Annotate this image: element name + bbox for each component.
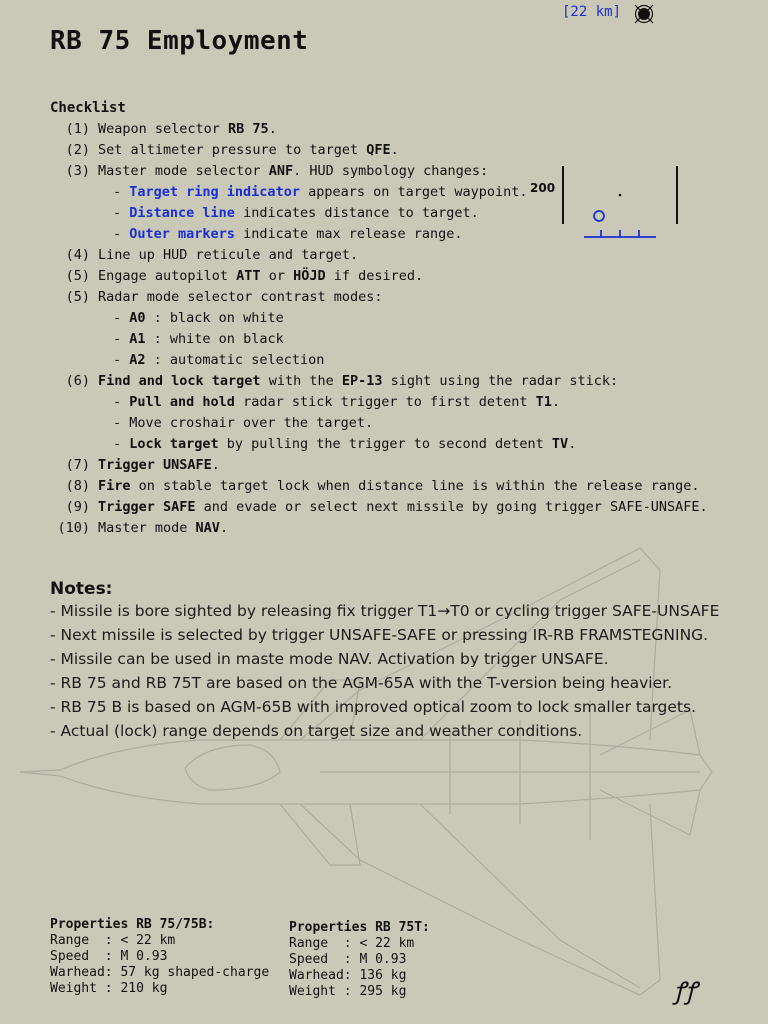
checklist-item bbox=[50, 476, 699, 497]
plain-text: Engage autopilot bbox=[98, 268, 237, 284]
emphasis-text: EP-13 bbox=[341, 373, 383, 389]
property-line: Speed : M 0.93 bbox=[289, 952, 407, 967]
checklist-text bbox=[98, 163, 488, 179]
hud-symbol-term: Distance line bbox=[129, 205, 235, 221]
note-item: - Missile is bore sighted by releasing fix trigger T1→T0 or cycling trigger SAFE-UNSAFE bbox=[50, 602, 720, 620]
plain-text: . bbox=[219, 520, 229, 536]
plain-text: - bbox=[113, 226, 130, 242]
plain-text: indicate max release range. bbox=[234, 226, 463, 242]
checklist-subitem bbox=[50, 413, 373, 434]
checklist-text bbox=[98, 331, 284, 347]
emphasis-text: Fire bbox=[98, 478, 131, 494]
emphasis-text: ANF bbox=[268, 163, 294, 179]
plain-text: . bbox=[551, 394, 561, 410]
property-line: Range : < 22 km bbox=[50, 933, 176, 948]
plain-text: - bbox=[113, 352, 130, 368]
checklist-text bbox=[98, 184, 528, 200]
checklist-item bbox=[50, 287, 382, 308]
properties-block bbox=[289, 920, 430, 1000]
plain-text: Master mode bbox=[98, 520, 196, 536]
checklist-subitem bbox=[50, 308, 284, 329]
property-line: Weight : 295 kg bbox=[289, 984, 407, 999]
note-item: - Next missile is selected by trigger UNSAFE-SAFE or pressing IR-RB FRAMSTEGNING. bbox=[50, 626, 709, 644]
checklist-subitem bbox=[50, 224, 463, 245]
checklist-text bbox=[98, 520, 228, 536]
plain-text: radar stick trigger to first detent bbox=[234, 394, 536, 410]
plain-text: : automatic selection bbox=[145, 352, 325, 368]
hud-symbol-term: Outer markers bbox=[129, 226, 235, 242]
checklist-text bbox=[98, 394, 560, 410]
checklist-step-number: (1) bbox=[65, 121, 90, 137]
checklist-text bbox=[98, 289, 382, 305]
checklist-subitem bbox=[50, 203, 479, 224]
emphasis-text: QFE bbox=[366, 142, 391, 158]
emphasis-text: NAV bbox=[195, 520, 220, 536]
emphasis-text: Pull and hold bbox=[129, 394, 235, 410]
emphasis-text: A2 bbox=[129, 352, 146, 368]
plain-text: by pulling the trigger to second detent bbox=[218, 436, 552, 452]
checklist-subitem bbox=[50, 329, 284, 350]
plain-text: Set altimeter pressure to target bbox=[98, 142, 367, 158]
checklist-text bbox=[98, 415, 373, 431]
emphasis-text: ATT bbox=[236, 268, 261, 284]
emphasis-text: A0 bbox=[129, 310, 146, 326]
emphasis-text: A1 bbox=[129, 331, 146, 347]
checklist-text bbox=[98, 436, 576, 452]
plain-text: - bbox=[113, 436, 130, 452]
checklist-step-number: (3) bbox=[65, 163, 90, 179]
checklist-item bbox=[50, 497, 708, 518]
checklist-text bbox=[98, 205, 479, 221]
checklist-text bbox=[98, 121, 277, 137]
emphasis-text: Find and lock target bbox=[98, 373, 261, 389]
plain-text: Weapon selector bbox=[98, 121, 229, 137]
author-signature: ꝭꝭ bbox=[674, 977, 697, 1005]
emphasis-text: RB 75 bbox=[228, 121, 269, 137]
plain-text: . bbox=[568, 436, 577, 452]
checklist-text bbox=[98, 142, 399, 158]
checklist-subitem bbox=[50, 392, 560, 413]
checklist-text bbox=[98, 247, 358, 263]
checklist-text bbox=[98, 373, 618, 389]
checklist-item bbox=[50, 161, 488, 182]
checklist-item bbox=[50, 140, 399, 161]
plain-text: : white on black bbox=[145, 331, 284, 347]
properties-block bbox=[50, 917, 269, 997]
checklist-text bbox=[98, 352, 324, 368]
checklist-text bbox=[98, 478, 699, 494]
checklist-item bbox=[50, 119, 277, 140]
plain-text: - Move croshair over the target. bbox=[113, 415, 374, 431]
notes-heading: Notes: bbox=[50, 579, 113, 599]
checklist-step-number: (5) bbox=[65, 268, 90, 284]
checklist-item bbox=[50, 518, 228, 539]
plain-text: . bbox=[390, 142, 399, 158]
checklist-item bbox=[50, 455, 220, 476]
checklist-text bbox=[98, 310, 284, 326]
property-line: Warhead: 136 kg bbox=[289, 968, 407, 983]
checklist-subitem bbox=[50, 182, 528, 203]
plain-text: - bbox=[113, 331, 130, 347]
plain-text: with the bbox=[260, 373, 342, 389]
plain-text: . HUD symbology changes: bbox=[293, 163, 489, 179]
checklist-step-number: (2) bbox=[65, 142, 90, 158]
plain-text: - bbox=[113, 310, 130, 326]
checklist-subitem bbox=[50, 350, 324, 371]
plain-text: - bbox=[113, 184, 130, 200]
emphasis-text: TV bbox=[551, 436, 569, 452]
checklist-text bbox=[98, 226, 463, 242]
target-lock-icon[interactable] bbox=[634, 4, 654, 24]
plain-text: appears on target waypoint. bbox=[299, 184, 528, 200]
plain-text: or bbox=[260, 268, 294, 284]
plain-text: sight using the radar stick: bbox=[382, 373, 619, 389]
hud-aim-dot bbox=[619, 194, 622, 197]
checklist-item bbox=[50, 371, 618, 392]
checklist-text bbox=[98, 499, 708, 515]
page-title: RB 75 Employment bbox=[50, 26, 309, 56]
checklist-subitem bbox=[50, 434, 576, 455]
hud-symbol-term: Target ring indicator bbox=[129, 184, 300, 200]
note-item: - RB 75 and RB 75T are based on the AGM-65A with the T-version being heavier. bbox=[50, 674, 673, 692]
emphasis-text: T1 bbox=[535, 394, 552, 410]
checklist-step-number: (10) bbox=[57, 520, 90, 536]
checklist-step-number: (4) bbox=[65, 247, 90, 263]
checklist-step-number: (8) bbox=[65, 478, 90, 494]
emphasis-text: Trigger SAFE bbox=[98, 499, 196, 515]
checklist-text bbox=[98, 268, 423, 284]
plain-text: if desired. bbox=[325, 268, 424, 284]
property-line: Range : < 22 km bbox=[289, 936, 415, 951]
property-line: Speed : M 0.93 bbox=[50, 949, 168, 964]
checklist-item bbox=[50, 245, 358, 266]
plain-text: Master mode selector bbox=[98, 163, 269, 179]
plain-text: Line up HUD reticule and target. bbox=[98, 247, 359, 263]
hud-symbology-diagram bbox=[528, 160, 688, 242]
checklist-step-number: (7) bbox=[65, 457, 90, 473]
plain-text: and evade or select next missile by going trigger SAFE-UNSAFE. bbox=[195, 499, 708, 515]
plain-text: . bbox=[268, 121, 277, 137]
target-ring-indicator bbox=[594, 211, 604, 221]
property-line: Warhead: 57 kg shaped-charge bbox=[50, 965, 270, 980]
checklist-text bbox=[98, 457, 220, 473]
emphasis-text: Lock target bbox=[129, 436, 219, 452]
checklist-step-number: (6) bbox=[65, 373, 90, 389]
properties-title: Properties RB 75T: bbox=[289, 920, 430, 935]
checklist-step-number: (9) bbox=[65, 499, 90, 515]
plain-text: indicates distance to target. bbox=[234, 205, 479, 221]
note-item: - Actual (lock) range depends on target size and weather conditions. bbox=[50, 722, 583, 740]
property-line: Weight : 210 kg bbox=[50, 981, 168, 996]
plain-text: . bbox=[211, 457, 220, 473]
plain-text: - bbox=[113, 394, 130, 410]
note-item: - RB 75 B is based on AGM-65B with improved optical zoom to lock smaller targets. bbox=[50, 698, 696, 716]
checklist-item bbox=[50, 266, 423, 287]
checklist-heading: Checklist bbox=[50, 100, 126, 116]
plain-text: : black on white bbox=[145, 310, 284, 326]
hud-altitude-label: 200 bbox=[530, 181, 556, 195]
plain-text: Radar mode selector contrast modes: bbox=[98, 289, 383, 305]
emphasis-text: Trigger UNSAFE bbox=[98, 457, 212, 473]
checklist-step-number: (5) bbox=[65, 289, 90, 305]
plain-text: - bbox=[113, 205, 130, 221]
note-item: - Missile can be used in maste mode NAV. Activation by trigger UNSAFE. bbox=[50, 650, 609, 668]
properties-title: Properties RB 75/75B: bbox=[50, 917, 215, 932]
plain-text: on stable target lock when distance line is within the release range. bbox=[130, 478, 700, 494]
range-readout: [22 km] bbox=[562, 4, 622, 20]
emphasis-text: HÖJD bbox=[293, 268, 326, 284]
